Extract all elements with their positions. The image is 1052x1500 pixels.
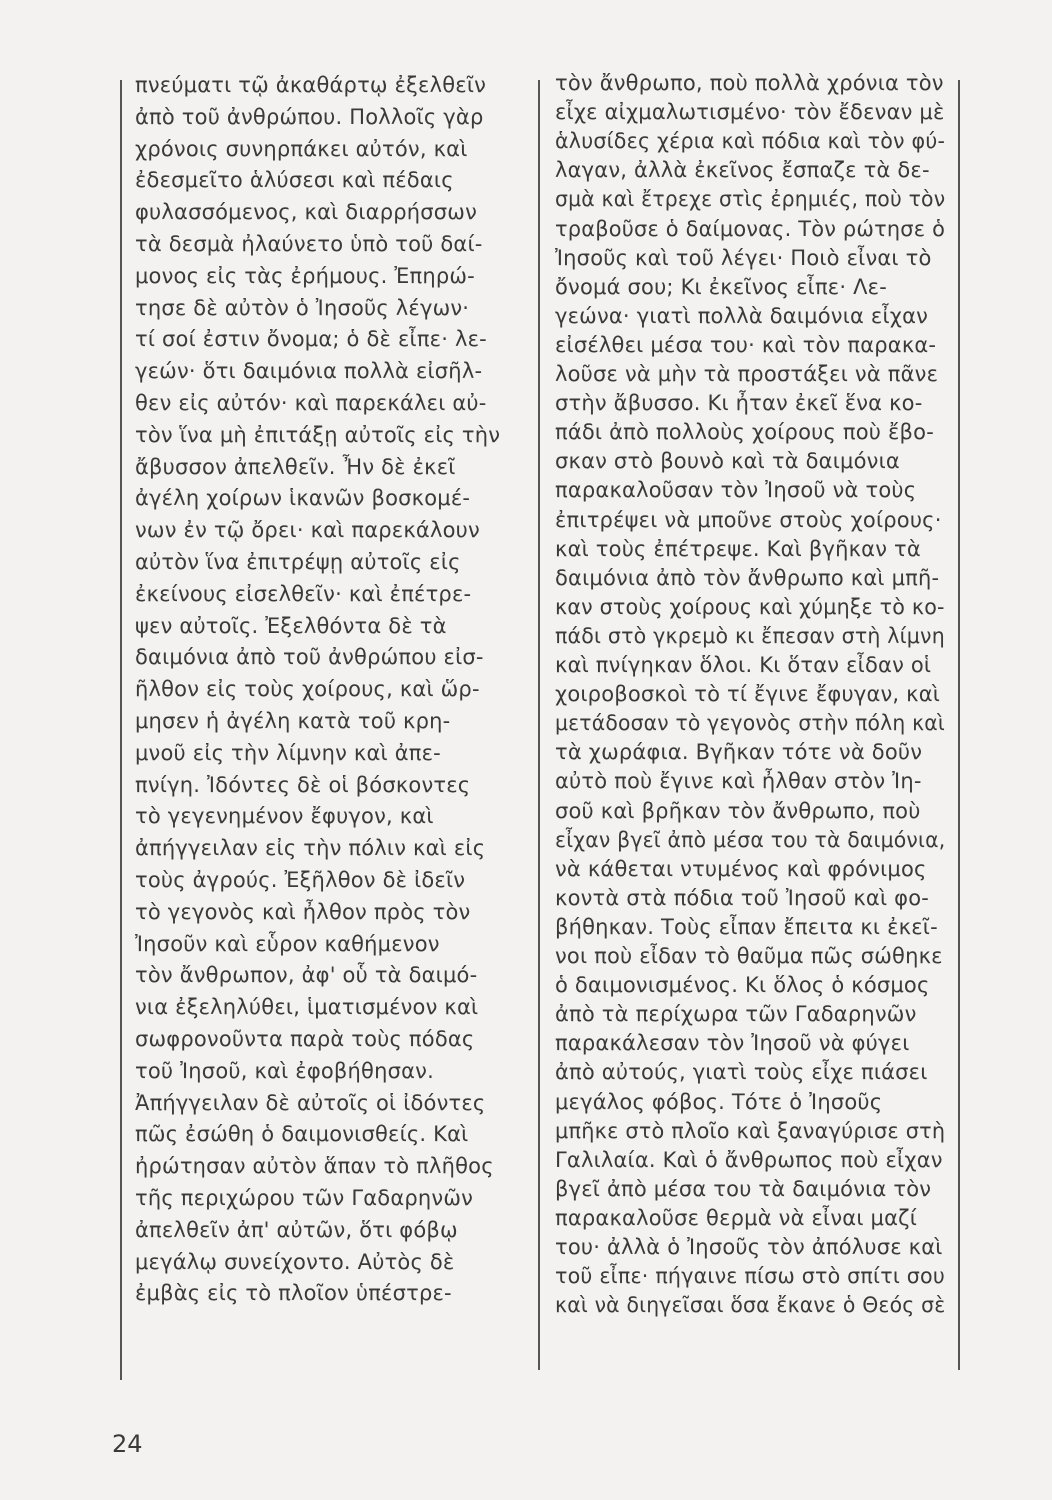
text-line: θεν εἰς αὐτόν· καὶ παρεκάλει αὐ- — [135, 391, 487, 415]
text-line: μεγάλος φόβος. Τότε ὁ Ἰησοῦς — [555, 1089, 883, 1114]
text-line: Ἰησοῦς καὶ τοῦ λέγει· Ποιὸ εἶναι τὸ — [555, 245, 932, 270]
text-line: μεγάλῳ συνείχοντο. Αὐτὸς δὲ — [135, 1249, 455, 1274]
text-line: ἀπὸ τοῦ ἀνθρώπου. Πολλοῖς γὰρ — [135, 104, 484, 129]
text-line: δαιμόνια ἀπὸ τὸν ἄνθρωπο καὶ μπῆ- — [555, 565, 940, 590]
text-line: μνοῦ εἰς τὴν λίμνην καὶ ἀπε- — [135, 740, 441, 765]
text-line: τραβοῦσε ὁ δαίμονας. Τὸν ρώτησε ὁ — [555, 216, 946, 241]
text-line: Ἀπήγγειλαν δὲ αὐτοῖς οἱ ἰδόντες — [135, 1090, 486, 1115]
text-line: βγεῖ ἀπὸ μέσα του τὰ δαιμόνια τὸν — [555, 1176, 932, 1201]
text-line: στὴν ἄβυσσο. Κι ἦταν ἐκεῖ ἕνα κο- — [555, 391, 923, 416]
text-line: ἀπὸ αὐτούς, γιατὶ τοὺς εἶχε πιάσει — [555, 1060, 928, 1085]
text-line: ἄβυσσον ἀπελθεῖν. Ἦν δὲ ἐκεῖ — [135, 454, 456, 479]
text-line: τοῦ εἶπε· πήγαινε πίσω στὸ σπίτι σου — [555, 1264, 945, 1289]
text-line: τὸν ἄνθρωπο, ποὺ πολλὰ χρόνια τὸν — [555, 71, 944, 95]
text-line: ὄνομά σου; Κι ἐκεῖνος εἶπε· Λε- — [555, 274, 887, 299]
text-line: ἀπήγγειλαν εἰς τὴν πόλιν καὶ εἰς — [135, 836, 486, 861]
text-line: πῶς ἐσώθη ὁ δαιμονισθείς. Καὶ — [135, 1122, 469, 1147]
text-line: ἀπὸ τὰ περίχωρα τῶν Γαδαρηνῶν — [555, 1002, 917, 1027]
text-line: τὸ γεγενημένον ἔφυγον, καὶ — [135, 804, 434, 829]
text-line: νοι ποὺ εἶδαν τὸ θαῦμα πῶς σώθηκε — [555, 944, 943, 968]
text-line: αὐτὸ ποὺ ἔγινε καὶ ἦλθαν στὸν Ἰη- — [555, 769, 922, 794]
text-line: νὰ κάθεται ντυμένος καὶ φρόνιμος — [555, 856, 927, 881]
text-line: σμὰ καὶ ἔτρεχε στὶς ἐρημιές, ποὺ τὸν — [555, 187, 946, 212]
text-line: τοὺς ἀγρούς. Ἐξῆλθον δὲ ἰδεῖν — [135, 868, 466, 892]
text-line: παρακάλεσαν τὸν Ἰησοῦ νὰ φύγει — [555, 1031, 910, 1056]
text-line: τησε δὲ αὐτὸν ὁ Ἰησοῦς λέγων· — [135, 295, 470, 320]
text-line: νων ἐν τῷ ὄρει· καὶ παρεκάλουν — [135, 518, 480, 543]
text-line: λοῦσε νὰ μὴν τὰ προστάξει νὰ πᾶνε — [555, 362, 939, 386]
text-line: καὶ πνίγηκαν ὅλοι. Κι ὅταν εἶδαν οἱ — [555, 653, 932, 677]
text-line: τί σοί ἐστιν ὄνομα; ὁ δὲ εἶπε· λε- — [135, 327, 487, 352]
text-line: τοῦ Ἰησοῦ, καὶ ἐφοβήθησαν. — [135, 1058, 434, 1083]
text-line: μησεν ἡ ἀγέλη κατὰ τοῦ κρη- — [135, 709, 451, 733]
text-line: τὸ γεγονὸς καὶ ἦλθον πρὸς τὸν — [135, 899, 471, 924]
text-line: παρακαλοῦσε θερμὰ νὰ εἶναι μαζί — [555, 1205, 918, 1230]
text-line: κοντὰ στὰ πόδια τοῦ Ἰησοῦ καὶ φο- — [555, 885, 930, 910]
text-line: τὰ δεσμὰ ἠλαύνετο ὑπὸ τοῦ δαί- — [135, 232, 483, 256]
text-line: σοῦ καὶ βρῆκαν τὸν ἄνθρωπο, ποὺ — [555, 798, 921, 823]
text-line: καν στοὺς χοίρους καὶ χύμηξε τὸ κο- — [555, 594, 945, 619]
text-line: νια ἐξεληλύθει, ἱματισμένον καὶ — [135, 995, 479, 1020]
text-line: ἠρώτησαν αὐτὸν ἅπαν τὸ πλῆθος — [135, 1154, 494, 1179]
text-line: μονος εἰς τὰς ἐρήμους. Ἐπηρώ- — [135, 263, 475, 288]
text-line: ψεν αὐτοῖς. Ἐξελθόντα δὲ τὰ — [135, 613, 447, 638]
text-line: ἐμβὰς εἰς τὸ πλοῖον ὑπέστρε- — [135, 1281, 452, 1306]
text-line: ἐπιτρέψει νὰ μποῦνε στοὺς χοίρους· — [555, 507, 942, 532]
text-line: ἐκείνους εἰσελθεῖν· καὶ ἐπέτρε- — [135, 581, 472, 606]
text-line: πάδι στὸ γκρεμὸ κι ἔπεσαν στὴ λίμνη — [555, 623, 945, 648]
text-line: φυλασσόμενος, καὶ διαρρήσσων — [135, 200, 478, 225]
text-line: πνίγη. Ἰδόντες δὲ οἱ βόσκοντες — [135, 772, 471, 797]
text-line: τὰ χωράφια. Βγῆκαν τότε νὰ δοῦν — [555, 740, 923, 765]
text-line: του· ἀλλὰ ὁ Ἰησοῦς τὸν ἀπόλυσε καὶ — [555, 1235, 943, 1259]
text-line: εἶχε αἰχμαλωτισμένο· τὸν ἔδεναν μὲ — [555, 100, 945, 125]
text-line: τὸν ἵνα μὴ ἐπιτάξῃ αὐτοῖς εἰς τὴν — [135, 422, 501, 447]
text-line: παρακαλοῦσαν τὸν Ἰησοῦ νὰ τοὺς — [555, 478, 917, 503]
text-line: εἶχαν βγεῖ ἀπὸ μέσα του τὰ δαιμόνια, — [555, 827, 946, 852]
text-line: δαιμόνια ἀπὸ τοῦ ἀνθρώπου εἰσ- — [135, 645, 484, 670]
text-line: πάδι ἀπὸ πολλοὺς χοίρους ποὺ ἔβο- — [555, 420, 934, 445]
text-line: γεών· ὅτι δαιμόνια πολλὰ εἰσῆλ- — [135, 359, 483, 384]
right-margin-rule — [958, 80, 960, 1370]
text-line: καὶ νὰ διηγεῖσαι ὅσα ἔκανε ὁ Θεός σὲ — [555, 1293, 946, 1318]
text-line: Γαλιλαία. Καὶ ὁ ἄνθρωπος ποὺ εἶχαν — [555, 1147, 943, 1172]
text-line: καὶ τοὺς ἐπέτρεψε. Καὶ βγῆκαν τὰ — [555, 536, 921, 561]
column-divider-rule — [538, 80, 540, 1370]
text-line: μετάδοσαν τὸ γεγονὸς στὴν πόλη καὶ — [555, 711, 945, 736]
text-line: χρόνοις συνηρπάκει αὐτόν, καὶ — [135, 136, 468, 161]
text-line: ἐδεσμεῖτο ἁλύσεσι καὶ πέδαις — [135, 168, 454, 193]
text-line: εἰσέλθει μέσα του· καὶ τὸν παρακα- — [555, 332, 937, 357]
text-line: βήθηκαν. Τοὺς εἶπαν ἔπειτα κι ἐκεῖ- — [555, 914, 938, 939]
text-line: ἁλυσίδες χέρια καὶ πόδια καὶ τὸν φύ- — [555, 129, 946, 154]
text-line: τῆς περιχώρου τῶν Γαδαρηνῶν — [135, 1186, 474, 1210]
text-line: σκαν στὸ βουνὸ καὶ τὰ δαιμόνια — [555, 449, 900, 474]
text-line: ἀπελθεῖν ἀπ' αὐτῶν, ὅτι φόβῳ — [135, 1217, 458, 1242]
text-line: πνεύματι τῷ ἀκαθάρτῳ ἐξελθεῖν — [135, 73, 487, 97]
left-margin-rule — [120, 80, 122, 1380]
text-line: χοιροβοσκοὶ τὸ τί ἔγινε ἔφυγαν, καὶ — [555, 682, 941, 707]
text-line: σωφρονοῦντα παρὰ τοὺς πόδας — [135, 1027, 475, 1051]
text-line: γεώνα· γιατὶ πολλὰ δαιμόνια εἶχαν — [555, 303, 929, 328]
text-line: τὸν ἄνθρωπον, ἀφ' οὗ τὰ δαιμό- — [135, 963, 478, 988]
text-line: ῆλθον εἰς τοὺς χοίρους, καὶ ὥρ- — [135, 677, 480, 702]
text-line: αὐτὸν ἵνα ἐπιτρέψῃ αὐτοῖς εἰς — [135, 550, 461, 574]
text-line: ἀγέλη χοίρων ἱκανῶν βοσκομέ- — [135, 486, 471, 511]
page-number: 24 — [112, 1430, 143, 1458]
text-line: Ἰησοῦν καὶ εὗρον καθήμενον — [135, 931, 440, 956]
text-line: μπῆκε στὸ πλοῖο καὶ ξαναγύρισε στὴ — [555, 1118, 946, 1143]
text-line: λαγαν, ἀλλὰ ἐκεῖνος ἔσπαζε τὰ δε- — [555, 158, 930, 183]
text-line: ὁ δαιμονισμένος. Κι ὅλος ὁ κόσμος — [555, 973, 930, 998]
